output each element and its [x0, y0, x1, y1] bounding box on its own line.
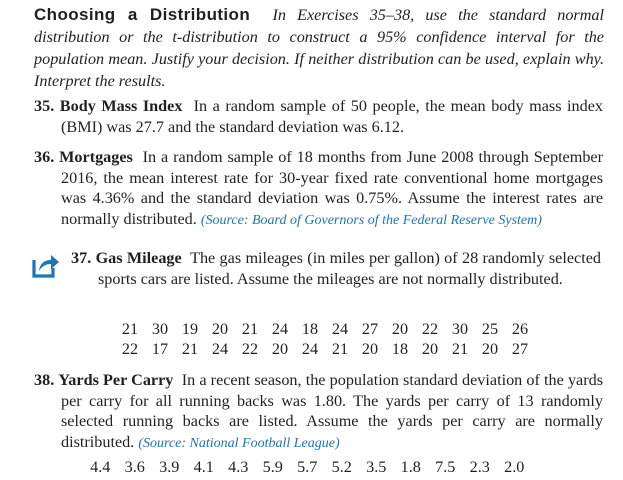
exercise-number: 35.	[34, 97, 55, 115]
share-arrow-icon[interactable]	[31, 251, 61, 279]
exercise-text: In a random sample of 18 months from June 2008 through September 2016, the mean interest rate for 30-year fixed rate conventional home mortgages was 4.36% and the standard deviation was 0.75%. Assume the interest rates are normally distributed.	[61, 148, 604, 228]
data-value: 24	[211, 340, 229, 358]
data-value: 1.8	[400, 458, 421, 476]
data-value: 18	[391, 340, 409, 358]
section-instructions: In Exercises 35–38, use the standard normal distribution or the t-distribution to construct a 95% confidence interval for the population mean. Justify your decision. If neither distribution can be used, explain why. Interpret the results.	[34, 6, 604, 90]
data-value: 24	[331, 320, 349, 338]
exercise-title: Gas Mileage	[95, 249, 182, 267]
yards-data-row	[83, 457, 532, 478]
data-value: 27	[511, 340, 529, 358]
exercise-number: 36.	[34, 148, 55, 166]
exercise-number: 37.	[71, 249, 92, 267]
data-value: 24	[271, 320, 289, 338]
data-value: 21	[121, 320, 139, 338]
exercise-text: In a random sample of 50 people, the mean body mass index (BMI) was 27.7 and the standard deviation was 6.12.	[61, 97, 604, 136]
exercise-title: Mortgages	[59, 148, 133, 166]
data-value: 5.2	[331, 458, 352, 476]
data-value: 7.5	[435, 458, 456, 476]
data-value: 20	[391, 320, 409, 338]
exercise-source: (Source: Board of Governors of the Federal Reserve System)	[200, 212, 542, 228]
exercise-38	[34, 370, 603, 454]
exercise-35	[34, 96, 603, 137]
data-value: 20	[211, 320, 229, 338]
section-intro	[34, 4, 604, 92]
data-value: 21	[241, 320, 259, 338]
data-value: 20	[421, 340, 439, 358]
data-value: 3.5	[366, 458, 387, 476]
data-value: 21	[451, 340, 469, 358]
data-value: 2.3	[469, 458, 490, 476]
data-value: 20	[481, 340, 499, 358]
exercise-source: (Source: National Football League)	[138, 435, 340, 451]
data-value: 4.4	[90, 458, 111, 476]
data-value: 17	[151, 340, 169, 358]
exercise-text: In a recent season, the population standard deviation of the yards per carry for all running backs was 1.80. The yards per carry of 13 randomly selected running backs are listed. Assume the yards per carry are normally distributed.	[61, 371, 604, 451]
data-value: 30	[451, 320, 469, 338]
exercise-title: Yards Per Carry	[58, 371, 174, 389]
exercise-text: The gas mileages (in miles per gallon) of 28 randomly selected sports cars are listed. Assume the mileages are not normally distributed.	[98, 249, 601, 288]
data-value: 3.9	[159, 458, 180, 476]
data-value: 30	[151, 320, 169, 338]
data-value: 21	[331, 340, 349, 358]
data-value: 26	[511, 320, 529, 338]
exercise-36	[34, 147, 603, 231]
data-value: 18	[301, 320, 319, 338]
exercise-title: Body Mass Index	[59, 97, 183, 115]
data-value: 24	[301, 340, 319, 358]
data-value: 4.3	[228, 458, 249, 476]
data-value: 21	[181, 340, 199, 358]
data-value: 20	[361, 340, 379, 358]
data-value: 20	[271, 340, 289, 358]
exercise-number: 38.	[34, 371, 55, 389]
data-value: 2.0	[504, 458, 525, 476]
data-value: 22	[241, 340, 259, 358]
data-value: 27	[361, 320, 379, 338]
data-value: 19	[181, 320, 199, 338]
data-value: 5.9	[262, 458, 283, 476]
exercise-37	[71, 248, 601, 289]
data-value: 4.1	[193, 458, 214, 476]
mileage-data-row-2	[115, 339, 535, 360]
data-value: 22	[121, 340, 139, 358]
mileage-data-row-1	[115, 319, 535, 340]
data-value: 22	[421, 320, 439, 338]
data-value: 25	[481, 320, 499, 338]
data-value: 5.7	[297, 458, 318, 476]
section-heading: Choosing a Distribution	[34, 5, 251, 24]
data-value: 3.6	[124, 458, 145, 476]
